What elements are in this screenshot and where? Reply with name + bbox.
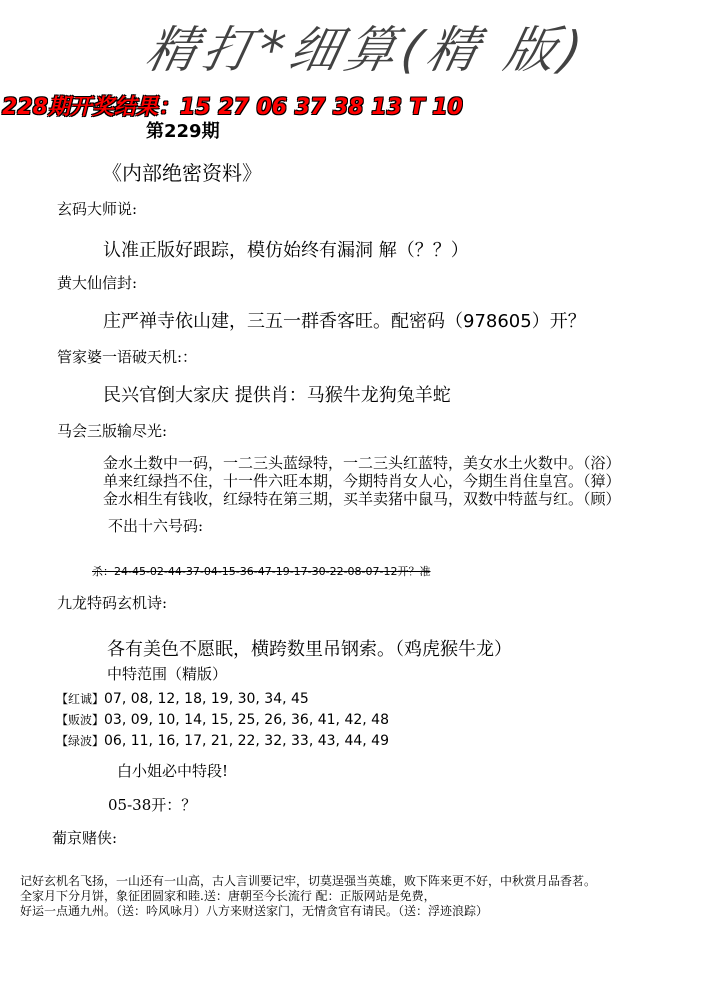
jiulong-label: 九龙特码玄机诗: — [57, 594, 168, 612]
puqing-label: 葡京赌侠: — [52, 829, 118, 847]
mahui-label: 马会三版输尽光: — [57, 422, 168, 440]
mahui-line: 金水土数中一码，一二三头蓝绿特，一二三头红蓝特，美女水土火数中。（浴） — [103, 454, 621, 472]
banner-title: 精打*细算(精 版) — [140, 21, 594, 79]
xuanma-label: 玄码大师说: — [57, 200, 138, 218]
footer-line: 记好玄机名飞扬，一山还有一山高，古人言训要记牢，切莫逞强当英雄，败下阵来更不好，中秋赏月品香茗。 — [20, 874, 597, 888]
row-tag: 【绿波】 — [56, 734, 105, 748]
issue-number: 第229期 — [146, 121, 220, 142]
previous-result: 228期开奖结果：15 27 06 37 38 13 T 10 — [2, 95, 463, 120]
guanjiapo-text: 民兴官倒大家庆 提供肖：马猴牛龙狗兔羊蛇 — [103, 385, 451, 406]
mahui-line: 金水相生有钱收，红绿特在第三期，买羊卖猪中鼠马，双数中特蓝与红。（顾） — [103, 490, 621, 508]
white-lady-text: 白小姐必中特段! — [117, 762, 229, 780]
jiulong-poem: 各有美色不愿眠，横跨数里吊钢索。（鸡虎猴牛龙） — [107, 639, 512, 660]
guanjiapo-label: 管家婆一语破天机:： — [57, 348, 198, 366]
number-row — [56, 732, 389, 749]
number-row — [56, 690, 309, 707]
range-text: 05-38开：？ — [108, 796, 197, 814]
not-out-label: 不出十六号码: — [108, 517, 204, 535]
row-tag: 【贩波】 — [56, 713, 105, 727]
huangdaxian-label: 黄大仙信封: — [57, 274, 138, 292]
footer-line: 全家月下分月饼，象征团圆家和睦.送：唐朝至今长流行 配：正版网站是免费， — [20, 889, 436, 903]
huangdaxian-text: 庄严禅寺依山建，三五一群香客旺。配密码（978605）开？ — [103, 311, 586, 332]
range-title: 中特范围（精版） — [107, 665, 228, 683]
xuanma-text: 认准正版好跟踪，模仿始终有漏洞 解（？？） — [103, 240, 469, 261]
row-numbers: 06, 11, 16, 17, 21, 22, 32, 33, 43, 44, 49 — [104, 733, 389, 749]
document-title: 《内部绝密资料》 — [102, 161, 262, 185]
row-tag: 【红诚】 — [56, 692, 105, 706]
mahui-line: 单来红绿挡不住，十一件六旺本期，今期特肖女人心，今期生肖住皇宫。（獐） — [103, 472, 621, 490]
number-row — [56, 711, 389, 728]
row-numbers: 07, 08, 12, 18, 19, 30, 34, 45 — [104, 691, 309, 707]
row-numbers: 03, 09, 10, 14, 15, 25, 26, 36, 41, 42, 48 — [104, 712, 389, 728]
footer-line: 好运一点通九州。（送：吟风咏月）八方来财送家门，无情贪官有请民。（送：浮迹浪踪） — [20, 904, 489, 918]
kill-numbers: 杀：24-45-02-44-37-04-15-36-47-19-17-30-22-08-07-12开？准 — [92, 565, 431, 578]
